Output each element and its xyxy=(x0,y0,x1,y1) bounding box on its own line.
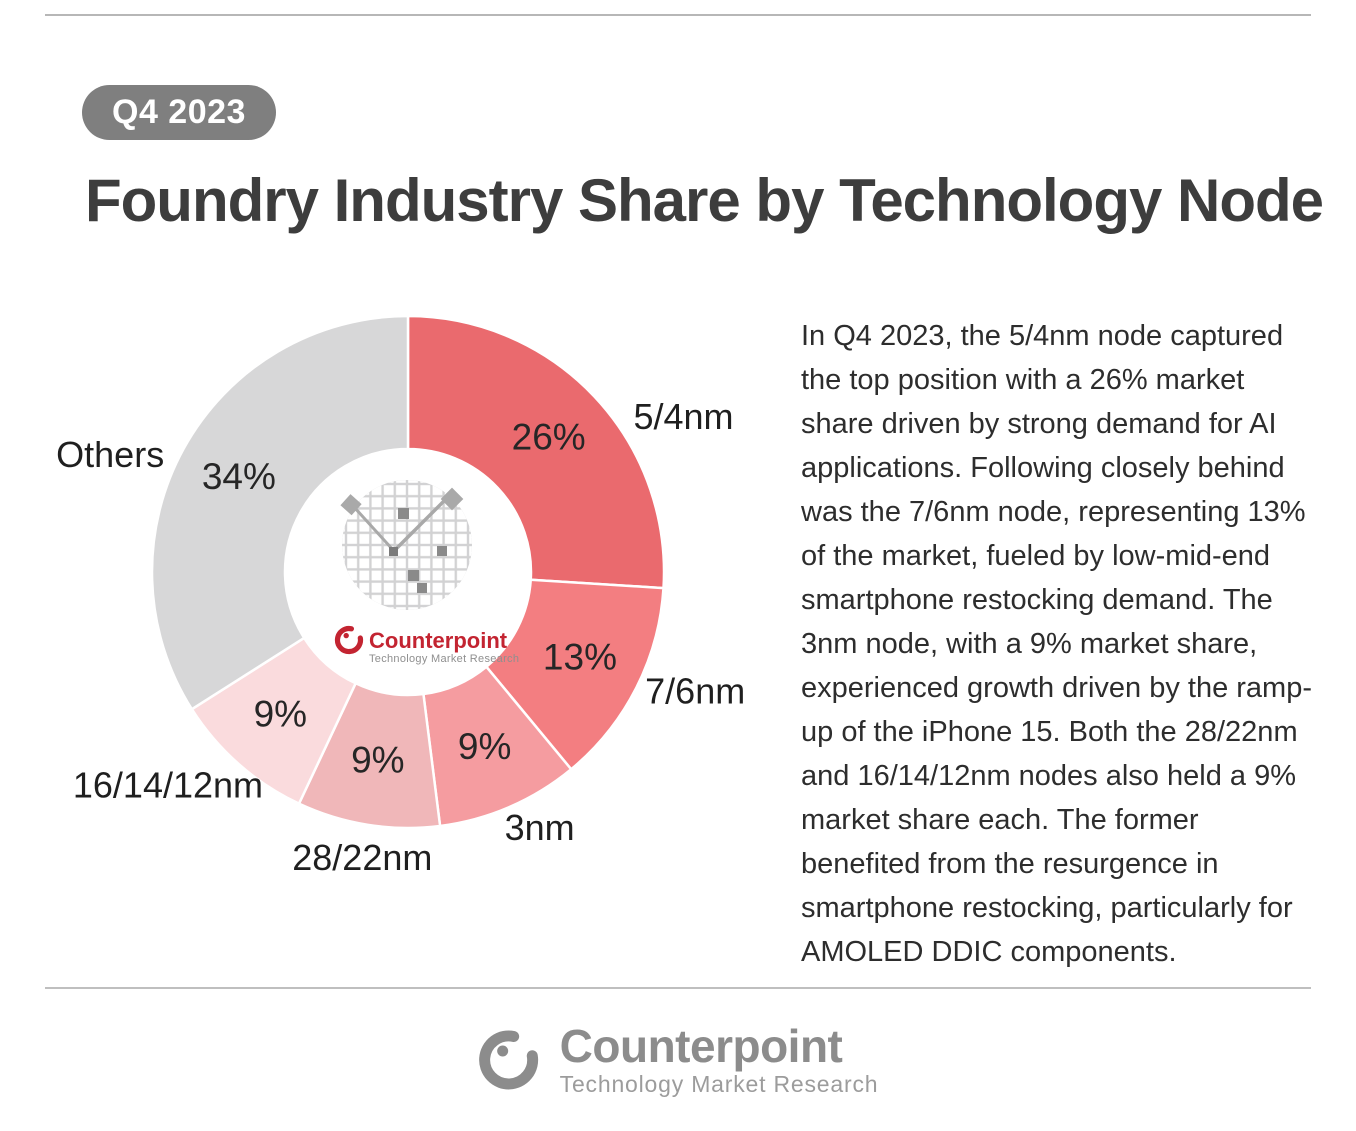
slice-category-label: 5/4nm xyxy=(633,395,734,437)
slice-category-label: 28/22nm xyxy=(292,836,433,878)
slice-pct-label: 9% xyxy=(457,725,512,767)
slice-category-label: Others xyxy=(56,434,165,476)
footer-brand-name: Counterpoint xyxy=(559,1020,843,1072)
footer-brand-text xyxy=(560,1022,879,1098)
donut-chart xyxy=(20,295,780,905)
slice-category-label: 16/14/12nm xyxy=(72,764,264,806)
footer-counterpoint-logo xyxy=(478,1022,879,1098)
center-counterpoint-logo xyxy=(337,628,519,665)
analysis-paragraph: In Q4 2023, the 5/4nm node captured the top position with a 26% market share driven by strong demand for AI applications. Following closely behind was the 7/6nm node, representing 13% of the market, fueled by low-mid-end smartphone restocking demand. The 3nm node, with a 9% market share, experienced growth driven by the ramp-up of the iPhone 15. Both the 28/22nm and 16/14/12nm nodes also held a 9% market share each. The former benefited from the resurgence in smartphone restocking, particularly for AMOLED DDIC components. xyxy=(801,320,1312,968)
donut-chart-svg xyxy=(20,295,780,905)
center-brand-tagline: Technology Market Research xyxy=(369,653,520,665)
slice-pct-label: 34% xyxy=(201,455,276,497)
footer-brand-tagline: Technology Market Research xyxy=(559,1071,879,1097)
center-brand-name: Counterpoint xyxy=(369,628,508,653)
period-badge-label: Q4 2023 xyxy=(112,93,246,131)
slice-pct-label: 9% xyxy=(351,739,405,781)
top-divider xyxy=(45,14,1311,16)
wafer-clock-icon xyxy=(340,480,472,610)
bottom-divider xyxy=(45,987,1311,989)
slice-category-label: 3nm xyxy=(504,806,575,848)
counterpoint-ring-icon xyxy=(337,629,360,652)
page-title: Foundry Industry Share by Technology Node xyxy=(85,167,1324,234)
slice-pct-label: 26% xyxy=(511,416,586,458)
period-badge xyxy=(82,85,276,140)
slice-pct-label: 13% xyxy=(542,636,617,678)
slice-category-label: 7/6nm xyxy=(645,670,746,712)
counterpoint-ring-icon xyxy=(478,1024,542,1096)
slice-pct-label: 9% xyxy=(253,693,308,735)
